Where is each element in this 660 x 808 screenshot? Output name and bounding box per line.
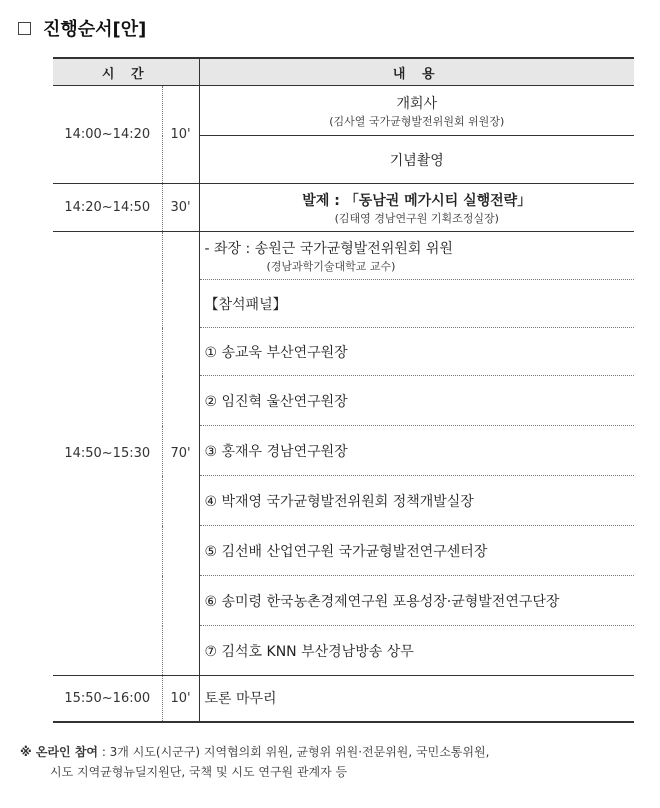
session-time: 14:50~15:30 <box>53 232 162 676</box>
agenda-item: ③ 홍재우 경남연구원장 <box>199 426 634 476</box>
agenda-item: 기념촬영 <box>199 136 634 184</box>
session-duration: 10' <box>162 86 199 184</box>
schedule-table <box>53 57 634 723</box>
session-duration: 10' <box>162 676 199 722</box>
agenda-item: ⑥ 송미령 한국농촌경제연구원 포용성장·균형발전연구단장 <box>199 576 634 626</box>
agenda-item-sub: (경남과학기술대학교 교수) <box>266 259 396 273</box>
table-header-row <box>53 58 634 86</box>
agenda-item: ② 임진혁 울산연구원장 <box>199 376 634 426</box>
agenda-item: ① 송교욱 부산연구원장 <box>199 328 634 376</box>
agenda-item: ④ 박재영 국가균형발전위원회 정책개발실장 <box>199 476 634 526</box>
note-text-1: : 3개 시도(시군구) 지역협의회 위원, 균형위 위원·전문위원, 국민소통위원, <box>98 745 490 759</box>
agenda-item <box>199 232 634 280</box>
agenda-item-text: 발제 : 「동남권 메가시티 실행전략」 <box>302 192 532 209</box>
agenda-item <box>199 86 634 136</box>
agenda-item: 【참석패널】 <box>199 280 634 328</box>
table-row <box>53 232 634 280</box>
table-row <box>53 676 634 722</box>
agenda-item <box>199 184 634 232</box>
note-line-1 <box>20 742 650 762</box>
page-title-text: 진행순서[안] <box>43 19 147 40</box>
agenda-item-sub: (김태영 경남연구원 기획조정실장) <box>334 211 499 225</box>
header-time: 시 간 <box>53 58 199 86</box>
agenda-item: ⑤ 김선배 산업연구원 국가균형발전연구센터장 <box>199 526 634 576</box>
checkbox-square-icon <box>18 22 31 35</box>
session-time: 15:50~16:00 <box>53 676 162 722</box>
agenda-item: ⑦ 김석호 KNN 부산경남방송 상무 <box>199 626 634 676</box>
note-line-2: 시도 지역균형뉴딜지원단, 국책 및 시도 연구원 관계자 등 <box>50 765 348 779</box>
agenda-item-text: - 좌장 : 송원근 국가균형발전위원회 위원 <box>204 240 453 257</box>
agenda-item-text: 개회사 <box>396 95 438 112</box>
online-participation-note <box>20 742 650 782</box>
agenda-item: 토론 마무리 <box>199 676 634 722</box>
header-content: 내 용 <box>199 58 634 86</box>
agenda-item-sub: (김사열 국가균형발전위원회 위원장) <box>329 114 505 128</box>
session-duration: 30' <box>162 184 199 232</box>
table-row <box>53 86 634 136</box>
table-row <box>53 184 634 232</box>
page-title <box>18 14 146 42</box>
session-time: 14:20~14:50 <box>53 184 162 232</box>
note-label: 온라인 참여 <box>35 745 98 759</box>
session-duration: 70' <box>162 232 199 676</box>
session-time: 14:00~14:20 <box>53 86 162 184</box>
note-mark: ※ <box>20 745 32 759</box>
